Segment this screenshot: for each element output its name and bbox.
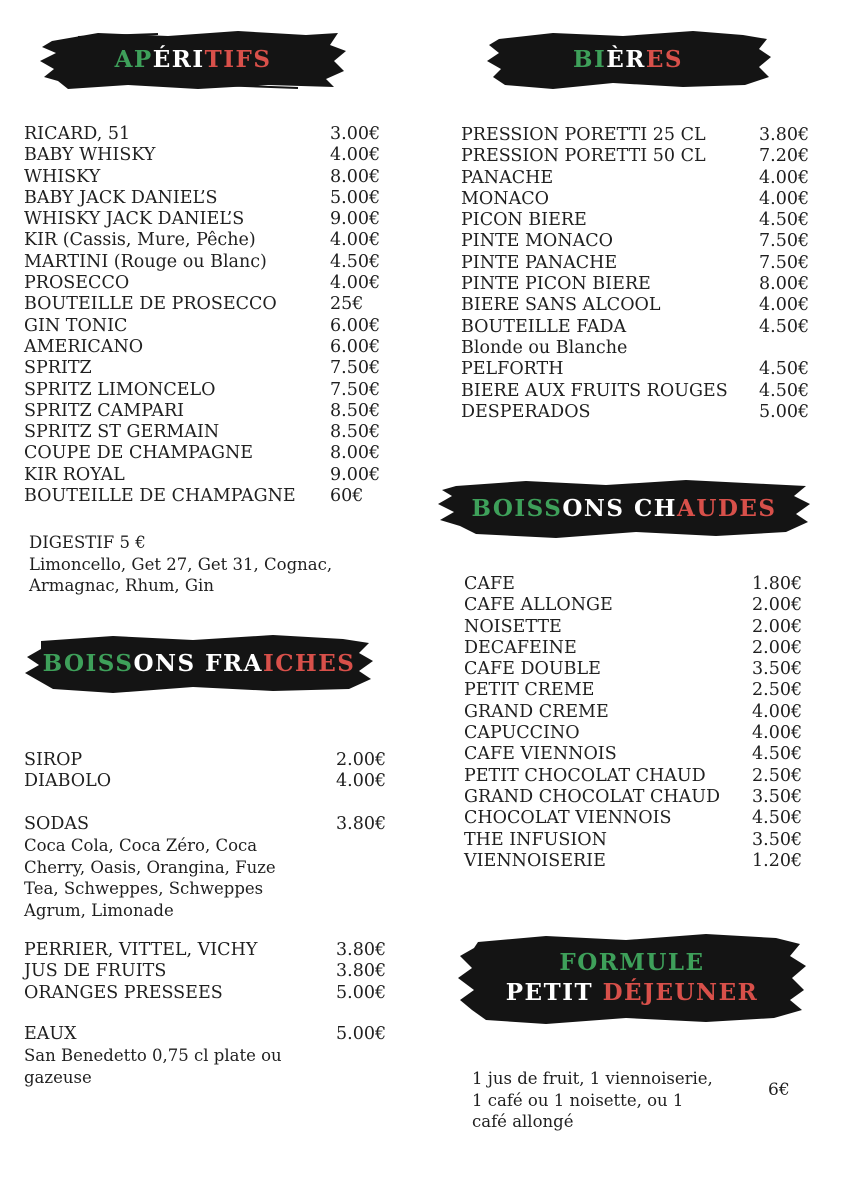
menu-row	[24, 209, 386, 230]
item-name: GRAND CREME	[464, 701, 609, 722]
menu-row	[464, 787, 804, 808]
item-name: BABY JACK DANIEL’S	[24, 187, 218, 208]
menu-row	[24, 273, 386, 294]
menu-row	[464, 638, 804, 659]
item-name: MONACO	[461, 188, 549, 209]
bieres-title	[483, 27, 773, 93]
item-name: BOUTEILLE DE PROSECCO	[24, 294, 277, 315]
menu-row	[461, 317, 810, 338]
item-price: 2.50€	[752, 765, 803, 786]
menu-row	[461, 274, 810, 295]
title-segment: PETIT	[505, 979, 603, 1006]
item-price: 3.50€	[752, 659, 803, 680]
item-name: PRESSION PORETTI 50 CL	[461, 146, 706, 167]
item-price: 6.00€	[330, 315, 381, 336]
menu-row	[24, 380, 386, 401]
title-segment: DÉJEUNER	[602, 979, 759, 1006]
item-name: THE INFUSION	[464, 829, 607, 850]
title-segment: ÈR	[606, 46, 646, 73]
item-price: 4.50€	[759, 316, 810, 337]
item-price: 9.00€	[330, 209, 381, 230]
item-name: ORANGES PRESSEES	[24, 982, 223, 1003]
formule-title	[456, 930, 808, 1026]
item-name: NOISETTE	[464, 616, 562, 637]
item-price: 7.50€	[330, 358, 381, 379]
item-name: BIERE AUX FRUITS ROUGES	[461, 380, 728, 401]
item-detail: Tea, Schweppes, Schweppes	[24, 879, 264, 899]
item-price: 4.50€	[752, 808, 803, 829]
title-segment: ES	[645, 46, 683, 73]
item-name: GRAND CHOCOLAT CHAUD	[464, 786, 721, 807]
menu-row	[464, 659, 804, 680]
item-price: 4.00€	[330, 145, 381, 166]
item-price: 8.50€	[330, 422, 381, 443]
item-price: 4.50€	[752, 744, 803, 765]
item-price: 2.00€	[752, 637, 803, 658]
item-price: 2.50€	[752, 680, 803, 701]
item-price: 60€	[330, 486, 364, 507]
title-segment: ICHES	[262, 650, 356, 677]
menu-row	[461, 189, 810, 210]
item-price: 4.00€	[752, 723, 803, 744]
item-name: COUPE DE CHAMPAGNE	[24, 443, 254, 464]
menu-row	[24, 294, 386, 315]
item-name: PICON BIERE	[461, 210, 587, 231]
item-name: CAFE	[464, 574, 515, 594]
item-name: Blonde ou Blanche	[461, 337, 628, 358]
item-name: BOUTEILLE FADA	[461, 316, 627, 337]
item-price: 4.00€	[330, 273, 381, 294]
formule-line: café allongé	[472, 1112, 574, 1131]
menu-row	[464, 766, 804, 787]
item-price: 7.20€	[759, 146, 810, 167]
item-price	[759, 338, 810, 359]
title-segment: AP	[114, 46, 153, 73]
item-price: 3.80€	[336, 940, 387, 960]
menu-row	[24, 316, 386, 337]
item-name: KIR (Cassis, Mure, Pêche)	[24, 230, 256, 251]
item-price: 5.00€	[336, 982, 387, 1003]
item-price: 3.00€	[330, 124, 381, 144]
item-price: 4.50€	[330, 251, 381, 272]
item-detail: Agrum, Limonade	[24, 900, 174, 920]
menu-row	[24, 940, 388, 961]
formule-description	[472, 1068, 742, 1133]
item-price: 6.00€	[330, 336, 381, 357]
fraiches-group-2	[24, 940, 388, 1004]
formule-line: 1 café ou 1 noisette, ou 1	[472, 1090, 684, 1110]
fraiches-banner	[23, 631, 375, 697]
title-segment: BOISS	[42, 650, 134, 677]
menu-row	[24, 983, 388, 1004]
item-price: 4.50€	[759, 359, 810, 380]
menu-row	[24, 961, 388, 982]
menu-row	[464, 702, 804, 723]
menu-row	[24, 422, 386, 443]
item-price: 5.00€	[330, 187, 381, 208]
item-name: RICARD, 51	[24, 124, 131, 144]
aperitifs-title	[38, 27, 348, 93]
item-name: PANACHE	[461, 167, 554, 188]
item-name: PERRIER, VITTEL, VICHY	[24, 940, 258, 960]
item-name: PETIT CHOCOLAT CHAUD	[464, 765, 706, 786]
item-name: WHISKY JACK DANIEL’S	[24, 209, 245, 230]
item-name: SPRITZ LIMONCELO	[24, 379, 216, 400]
menu-row	[24, 145, 386, 166]
bieres-banner	[483, 27, 773, 93]
title-segment: ONS FRA	[133, 650, 263, 677]
item-detail: gazeuse	[24, 1067, 92, 1087]
item-price: 2.00€	[336, 750, 387, 770]
item-name: PROSECCO	[24, 273, 130, 294]
menu-row	[24, 814, 388, 835]
menu-row	[24, 252, 386, 273]
menu-row	[464, 680, 804, 701]
title-segment: BOISS	[471, 495, 563, 522]
item-price: 4.00€	[759, 295, 810, 316]
menu-row	[24, 358, 386, 379]
item-name: KIR ROYAL	[24, 464, 125, 485]
digestif-line: Limoncello, Get 27, Get 31, Cognac,	[29, 554, 333, 574]
chaudes-banner	[436, 476, 812, 542]
item-name: VIENNOISERIE	[464, 850, 606, 871]
item-name: DESPERADOS	[461, 401, 591, 422]
menu-row	[461, 231, 810, 252]
item-name: PRESSION PORETTI 25 CL	[461, 125, 706, 145]
title-segment: AUDES	[677, 495, 777, 522]
menu-row	[24, 486, 386, 507]
formule-price: 6€	[768, 1080, 790, 1100]
menu-row	[24, 771, 388, 792]
item-price: 7.50€	[330, 379, 381, 400]
menu-row	[461, 210, 810, 231]
item-name: DECAFEINE	[464, 637, 577, 658]
item-price: 2.00€	[752, 595, 803, 616]
menu-row	[464, 808, 804, 829]
menu-row	[24, 230, 386, 251]
title-segment: FORMULE	[559, 949, 705, 976]
item-name: CAFE VIENNOIS	[464, 744, 617, 765]
item-price: 5.00€	[336, 1024, 387, 1044]
item-name: CAPUCCINO	[464, 723, 580, 744]
menu-row	[461, 253, 810, 274]
item-price: 8.00€	[330, 166, 381, 187]
item-name: BIERE SANS ALCOOL	[461, 295, 661, 316]
menu-row	[24, 167, 386, 188]
item-price: 4.50€	[759, 210, 810, 231]
item-name: SODAS	[24, 814, 89, 834]
item-detail: Coca Cola, Coca Zéro, Coca	[24, 836, 258, 856]
menu-row	[461, 125, 810, 146]
title-segment: BI	[573, 46, 607, 73]
item-price: 4.50€	[759, 380, 810, 401]
menu-row	[461, 146, 810, 167]
menu-row	[464, 744, 804, 765]
menu-row	[24, 188, 386, 209]
menu-row	[464, 595, 804, 616]
digestif-line: Armagnac, Rhum, Gin	[29, 576, 214, 595]
menu-row	[461, 402, 810, 423]
item-name: CAFE ALLONGE	[464, 595, 613, 616]
item-price: 2.00€	[752, 616, 803, 637]
item-price: 8.00€	[759, 274, 810, 295]
menu-row	[461, 381, 810, 402]
formule-banner	[456, 930, 808, 1026]
item-name: PINTE PICON BIERE	[461, 274, 651, 295]
bieres-list	[461, 125, 810, 423]
digestif-title: DIGESTIF 5 €	[29, 533, 146, 552]
title-segment: ÉRI	[152, 46, 205, 73]
menu-row	[464, 574, 804, 595]
item-price: 1.20€	[752, 850, 803, 871]
menu-row	[461, 295, 810, 316]
item-name: EAUX	[24, 1024, 77, 1044]
item-name: JUS DE FRUITS	[24, 961, 167, 982]
menu-row	[464, 723, 804, 744]
item-price: 4.00€	[330, 230, 381, 251]
item-name: BABY WHISKY	[24, 145, 156, 166]
item-name: AMERICANO	[24, 336, 144, 357]
item-name: GIN TONIC	[24, 315, 128, 336]
formule-line: 1 jus de fruit, 1 viennoiserie,	[472, 1069, 713, 1088]
item-price: 5.00€	[759, 401, 810, 422]
item-name: BOUTEILLE DE CHAMPAGNE	[24, 486, 296, 507]
chaudes-title	[436, 476, 812, 542]
item-name: SPRITZ ST GERMAIN	[24, 422, 220, 443]
menu-row	[461, 359, 810, 380]
item-price: 8.00€	[330, 443, 381, 464]
item-name: CAFE DOUBLE	[464, 659, 601, 680]
item-price: 3.80€	[759, 125, 810, 145]
item-price: 7.50€	[759, 252, 810, 273]
item-name: WHISKY	[24, 166, 101, 187]
item-price: 3.50€	[752, 829, 803, 850]
menu-row	[464, 617, 804, 638]
menu-row	[24, 124, 386, 145]
title-segment: TIFS	[204, 46, 272, 73]
item-price: 4.00€	[336, 771, 387, 792]
item-name: SPRITZ CAMPARI	[24, 400, 185, 421]
aperitifs-list	[24, 124, 386, 507]
fraiches-title	[23, 631, 375, 697]
item-price: 9.00€	[330, 464, 381, 485]
menu-row	[24, 465, 386, 486]
item-name: PINTE MONACO	[461, 231, 613, 252]
menu-row	[24, 1024, 388, 1045]
sodas-block	[24, 814, 388, 921]
item-detail: Cherry, Oasis, Orangina, Fuze	[24, 857, 276, 877]
item-detail: San Benedetto 0,75 cl plate ou	[24, 1046, 282, 1066]
item-price: 8.50€	[330, 400, 381, 421]
menu-row	[461, 338, 810, 359]
menu-row	[24, 337, 386, 358]
digestif-block	[29, 532, 369, 597]
menu-row	[464, 851, 804, 872]
item-price: 4.00€	[752, 701, 803, 722]
item-name: CHOCOLAT VIENNOIS	[464, 808, 672, 829]
item-price: 25€	[330, 294, 364, 315]
item-name: SIROP	[24, 750, 83, 770]
menu-row	[461, 168, 810, 189]
item-name: DIABOLO	[24, 771, 112, 792]
item-name: MARTINI (Rouge ou Blanc)	[24, 251, 267, 272]
item-price: 4.00€	[759, 167, 810, 188]
menu-row	[24, 750, 388, 771]
item-price: 3.50€	[752, 786, 803, 807]
menu-row	[24, 401, 386, 422]
aperitifs-banner	[38, 27, 348, 93]
title-segment: ONS CH	[562, 495, 678, 522]
item-name: PELFORTH	[461, 359, 564, 380]
menu-row	[464, 830, 804, 851]
item-name: SPRITZ	[24, 358, 92, 379]
eaux-block	[24, 1024, 388, 1088]
fraiches-group-1	[24, 750, 388, 793]
item-price: 3.80€	[336, 961, 387, 982]
chaudes-list	[464, 574, 804, 872]
item-price: 7.50€	[759, 231, 810, 252]
item-price: 4.00€	[759, 188, 810, 209]
item-name: PINTE PANACHE	[461, 252, 618, 273]
item-name: PETIT CREME	[464, 680, 595, 701]
menu-row	[24, 443, 386, 464]
item-price: 3.80€	[336, 814, 387, 834]
item-price: 1.80€	[752, 574, 803, 594]
